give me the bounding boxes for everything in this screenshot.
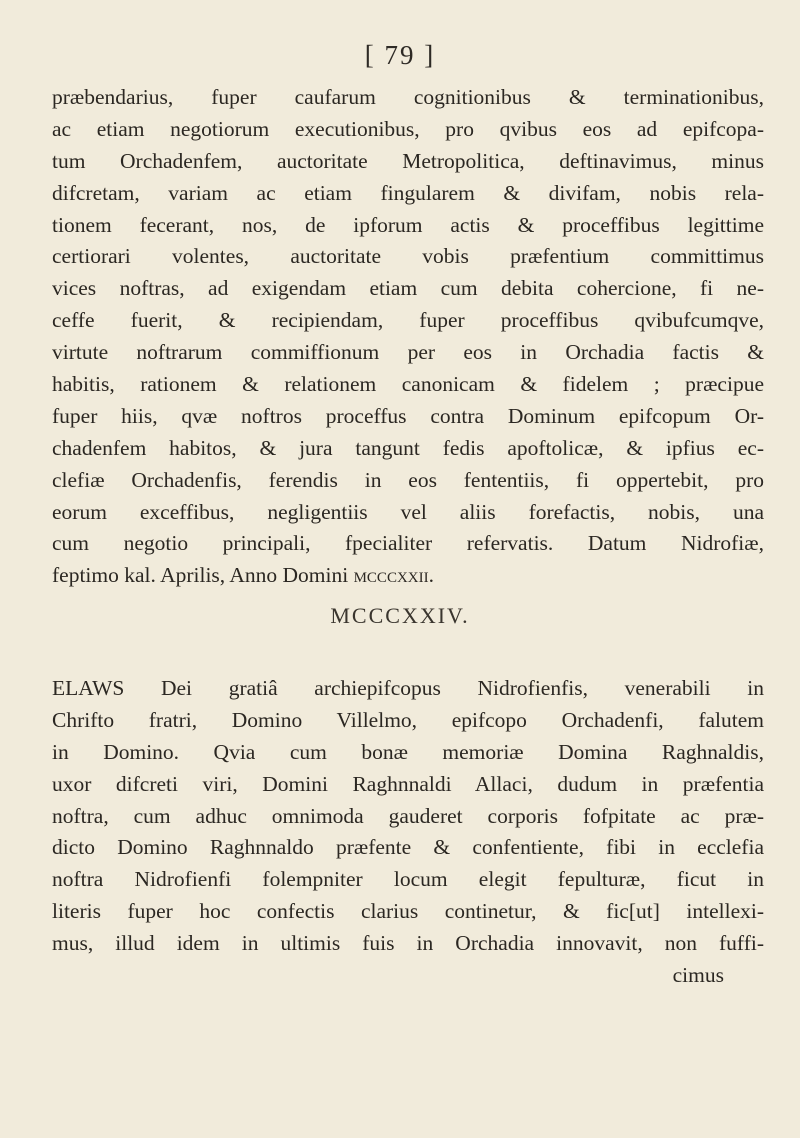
text-line: præbendarius, fuper caufarum cognitionibus & terminationibus, [52, 85, 764, 109]
text-line-last [52, 560, 764, 592]
date-numeral: mcccxxii. [353, 563, 434, 588]
text-line: certiorari volentes, auctoritate vobis præfentium committimus [52, 244, 764, 269]
catchword: cimus [672, 963, 724, 988]
text-line: Chrifto fratri, Domino Villelmo, epifcopo Orchadenfi, falutem [52, 707, 764, 732]
text-line: ac etiam negotiorum executionibus, pro qvibus eos ad epifcopa- [52, 116, 764, 141]
text-line: difcretam, variam ac etiam fingularem & divifam, nobis rela- [52, 180, 764, 205]
text-line: cum negotio principali, fpecialiter refervatis. Datum Nidrofiæ, [52, 531, 764, 556]
text-line: uxor difcreti viri, Domini Raghnnaldi Allaci, dudum in præfentia [52, 771, 764, 796]
text-line-body: feptimo kal. Aprilis, Anno Domini [52, 563, 354, 588]
text-line: noftra Nidrofienfi folempniter locum elegit fepulturæ, ficut in [52, 867, 764, 892]
text-line: noftra, cum adhuc omnimoda gauderet corporis fofpitate ac præ- [52, 803, 764, 828]
text-line: habitis, rationem & relationem canonicam & fidelem ; præcipue [52, 372, 764, 397]
section-heading: MCCCXXIV. [330, 603, 470, 628]
text-line: ELAWS Dei gratiâ archiepifcopus Nidrofienfis, venerabili in [52, 676, 764, 700]
text-line: literis fuper hoc confectis clarius continetur, & fic[ut] intellexi- [52, 899, 764, 924]
text-line: fuper hiis, qvæ noftros proceffus contra Dominum epifcopum Or- [52, 403, 764, 428]
page-number: [ 79 ] [364, 40, 436, 70]
text-line: in Domino. Qvia cum bonæ memoriæ Domina Raghnaldis, [52, 739, 764, 764]
text-line: tum Orchadenfem, auctoritate Metropolitica, deftinavimus, minus [52, 148, 764, 173]
text-line: chadenfem habitos, & jura tangunt fedis apoftolicæ, & ipfius ec- [52, 435, 764, 460]
text-line: eorum exceffibus, negligentiis vel aliis forefactis, nobis, una [52, 499, 764, 524]
text-line: ceffe fuerit, & recipiendam, fuper proceffibus qvibufcumqve, [52, 308, 764, 333]
text-line: dicto Domino Raghnnaldo præfente & confentiente, fibi in ecclefia [52, 835, 764, 860]
paragraph-continuation [52, 82, 764, 592]
text-line: vices noftras, ad exigendam etiam cum debita cohercione, fi ne- [52, 276, 764, 301]
text-line: tionem fecerant, nos, de ipforum actis & proceffibus legittime [52, 212, 764, 237]
paragraph-letter [52, 673, 764, 992]
text-line: virtute noftrarum commiffionum per eos in Orchadia factis & [52, 340, 764, 365]
text-line: mus, illud idem in ultimis fuis in Orchadia innovavit, non fuffi- [52, 931, 764, 956]
text-line: clefiæ Orchadenfis, ferendis in eos fententiis, fi oppertebit, pro [52, 467, 764, 492]
